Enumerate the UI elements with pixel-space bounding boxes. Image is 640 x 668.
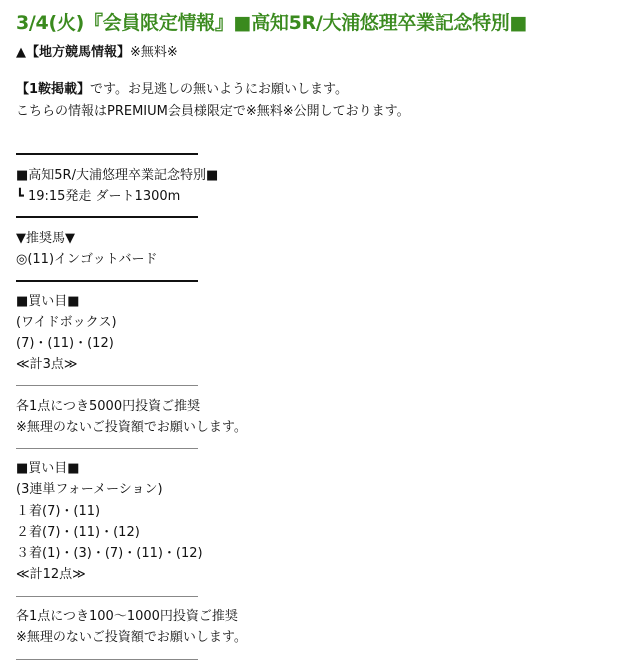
recommend-heading: ▼推奨馬▼ bbox=[16, 231, 75, 246]
divider bbox=[16, 659, 198, 660]
free-label: ※無料※ bbox=[130, 45, 178, 60]
intro-line-2: こちらの情報はPREMIUM会員様限定で※無料※公開しております。 bbox=[16, 104, 410, 119]
divider bbox=[16, 448, 198, 449]
bet-total: ≪計12点≫ bbox=[16, 567, 86, 582]
intro-emphasis: 【1鞍掲載】 bbox=[16, 82, 91, 97]
divider bbox=[16, 153, 198, 155]
bet-note: ※無理のないご投資額でお願いします。 bbox=[16, 420, 247, 435]
divider bbox=[16, 280, 198, 282]
category-label: ▲【地方競馬情報】 bbox=[16, 45, 130, 60]
divider bbox=[16, 596, 198, 597]
divider bbox=[16, 385, 198, 386]
intro-line-1 bbox=[16, 80, 348, 100]
bet-advice: 各1点につき100〜1000円投資ご推奨 bbox=[16, 609, 238, 624]
bet-type: (ワイドボックス) bbox=[16, 315, 117, 330]
bet-advice: 各1点につき5000円投資ご推奨 bbox=[16, 399, 201, 414]
bet-note: ※無理のないご投資額でお願いします。 bbox=[16, 630, 247, 645]
bet-combo: (7)・(11)・(12) bbox=[16, 336, 114, 351]
bet-heading: ■買い目■ bbox=[16, 461, 80, 476]
bet-heading: ■買い目■ bbox=[16, 294, 80, 309]
bet-type: (3連単フォーメーション) bbox=[16, 482, 163, 497]
race-detail: ┗ 19:15発走 ダート1300m bbox=[16, 189, 181, 204]
page-title: 3/4(火)『会員限定情報』■高知5R/大浦悠理卒業記念特別■ bbox=[16, 12, 528, 34]
bet-second: ２着(7)・(11)・(12) bbox=[16, 525, 140, 540]
intro-text: です。お見逃しの無いようにお願いします。 bbox=[90, 82, 348, 97]
divider bbox=[16, 216, 198, 218]
race-name: ■高知5R/大浦悠理卒業記念特別■ bbox=[16, 168, 219, 183]
bet-total: ≪計3点≫ bbox=[16, 357, 78, 372]
recommend-horse: ◎(11)インゴットバード bbox=[16, 252, 158, 267]
bet-third: ３着(1)・(3)・(7)・(11)・(12) bbox=[16, 546, 203, 561]
subheader bbox=[16, 41, 178, 60]
bet-first: １着(7)・(11) bbox=[16, 504, 101, 519]
